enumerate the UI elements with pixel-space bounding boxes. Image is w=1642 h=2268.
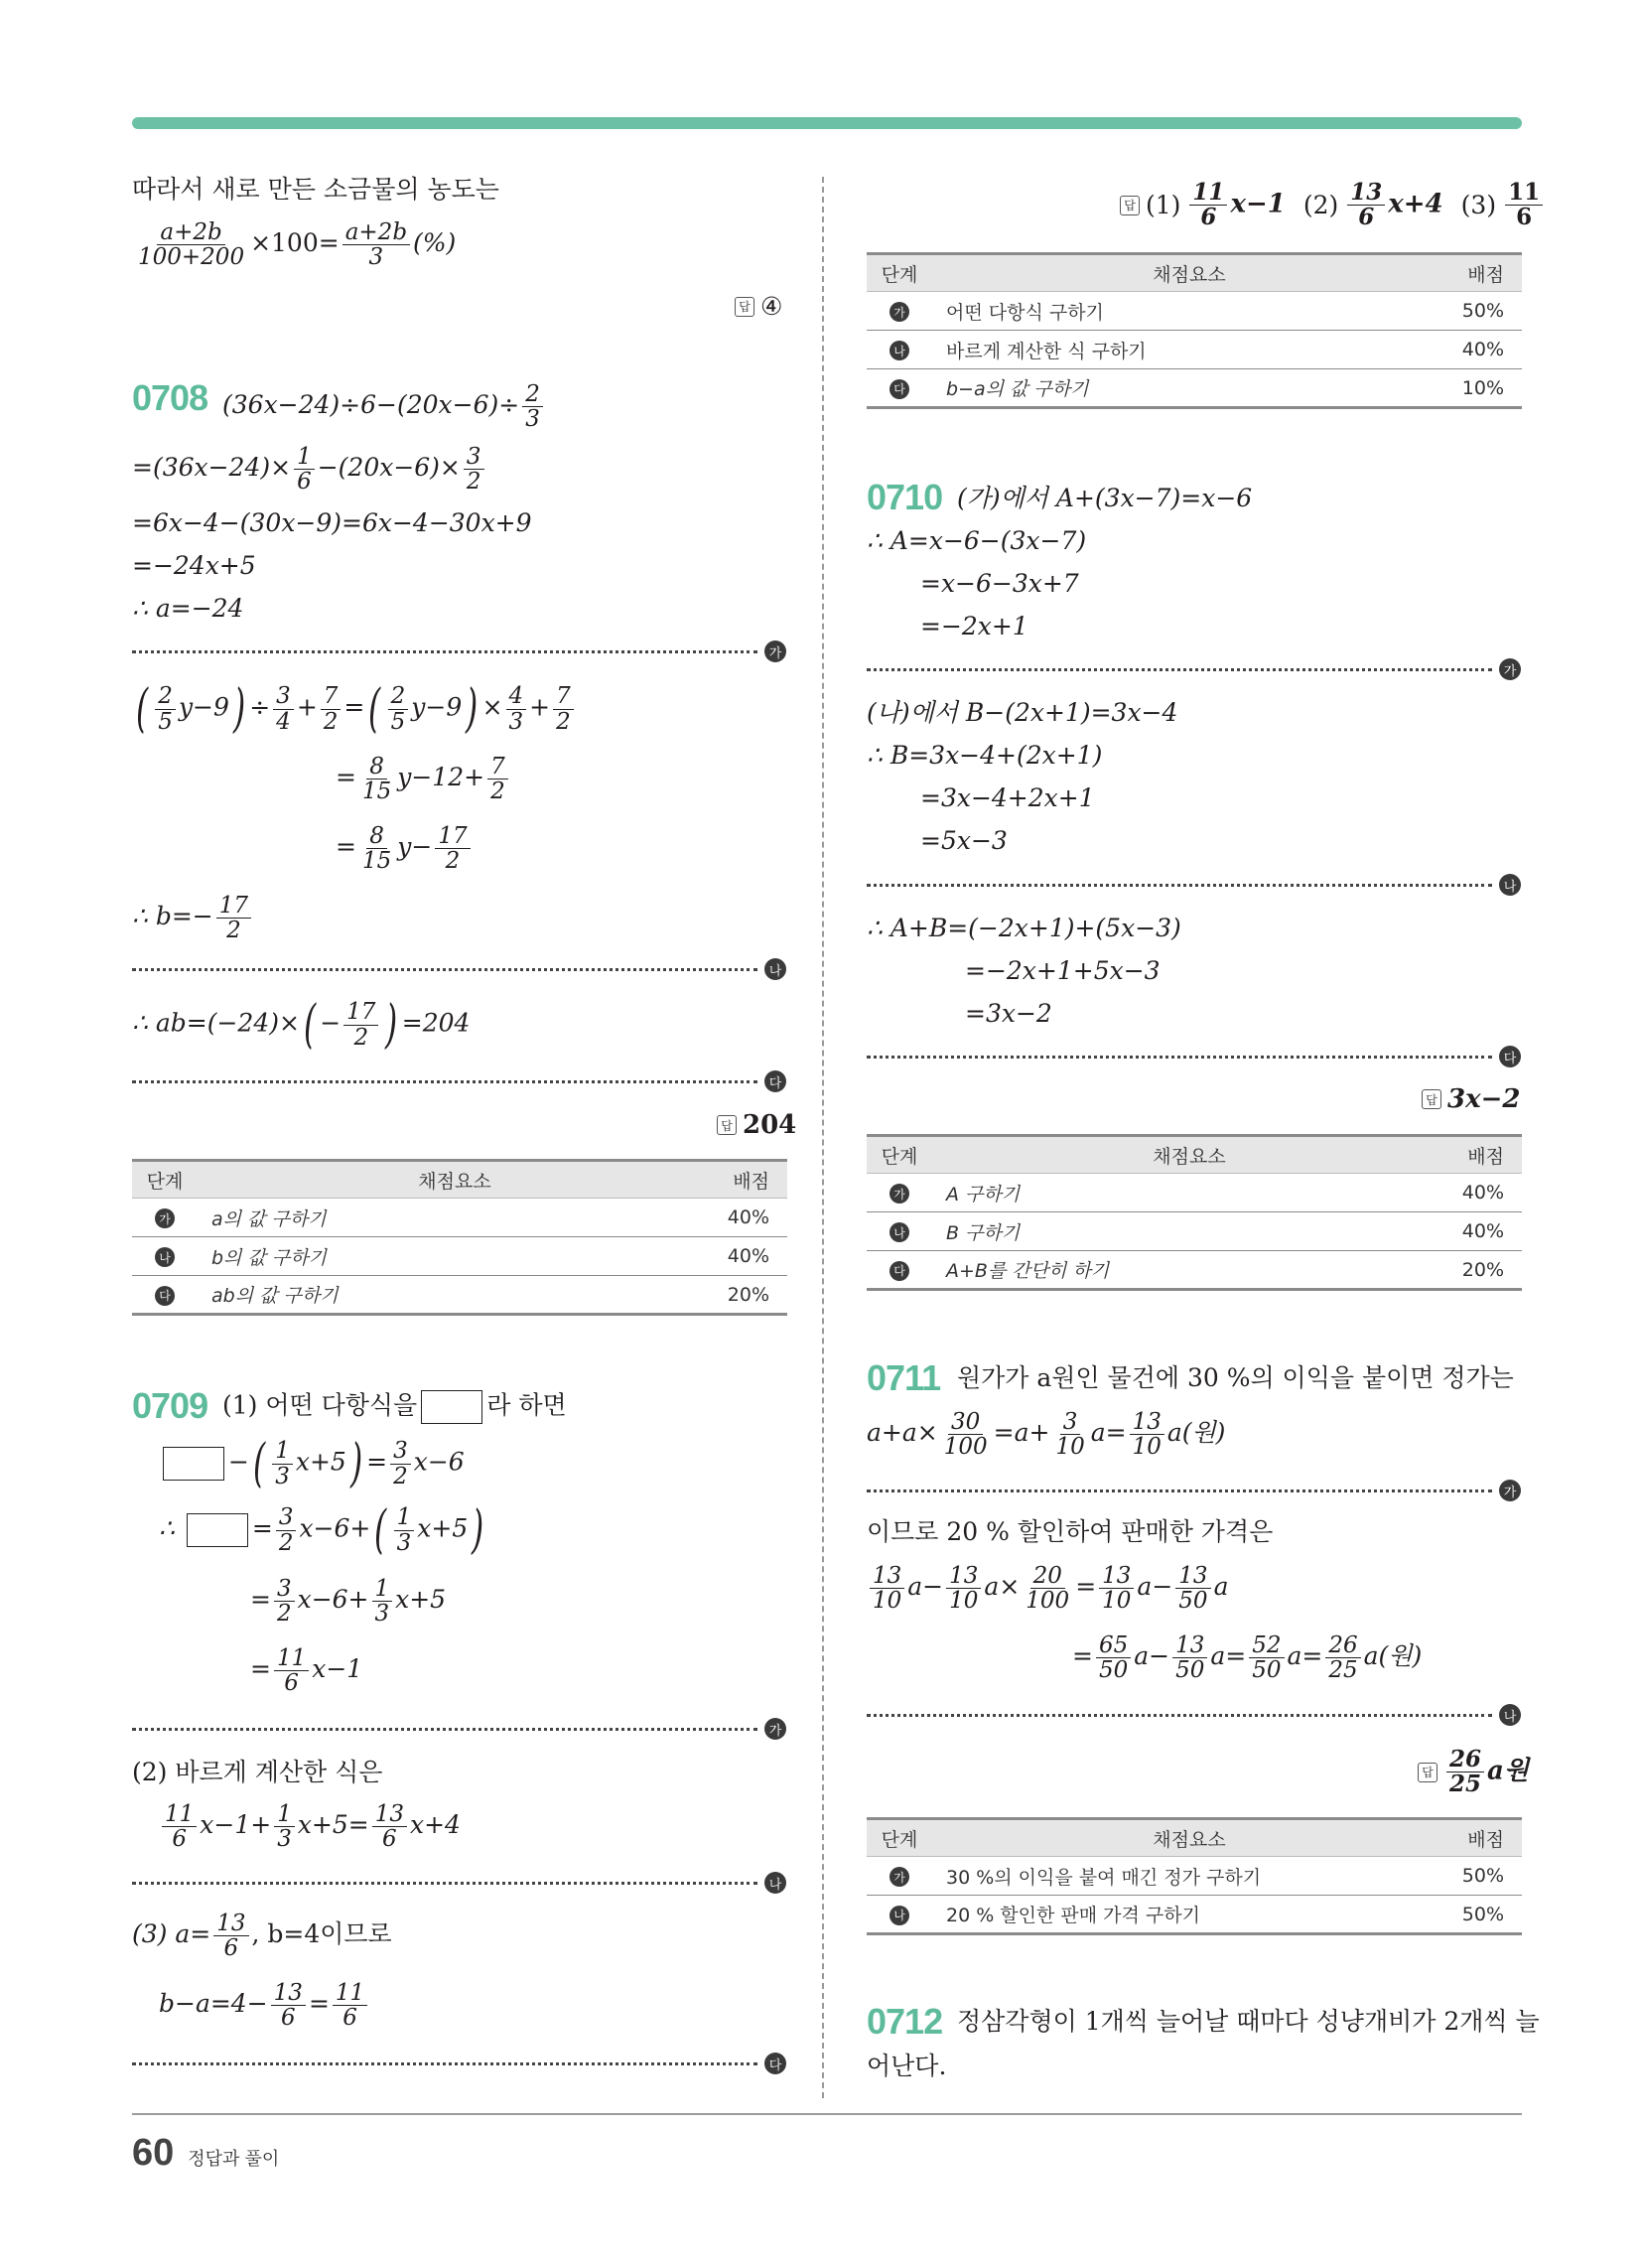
footer-rule (132, 2113, 1522, 2115)
p0708-line4: =−24x+5 (132, 551, 256, 580)
dotted-separator (132, 1080, 757, 1083)
blank-box (187, 1513, 248, 1547)
p0709-line5: = $\frac{11}{6}$ x−1 (250, 1645, 363, 1697)
table-row: 다 b−a의 값 구하기 10% (867, 369, 1522, 408)
answer-icon: 답 (717, 1115, 737, 1135)
table-row: 다 A+B를 간단히 하기 20% (867, 1251, 1522, 1290)
blank-box (163, 1447, 224, 1481)
p0708-line2: =(36x−24)× $\frac{1}{6}$ −(20x−6)× $\frac{3}{2}$ (132, 445, 487, 494)
p0709-line1: (1) 어떤 다항식을 라 하면 (222, 1390, 567, 1424)
p0708-b-line3: = $\frac{8}{15}$ y− $\frac{17}{2}$ (336, 824, 474, 873)
step-mark-ga: 가 (764, 1718, 786, 1740)
table-row: 다 ab의 값 구하기 20% (132, 1276, 787, 1315)
dotted-separator (867, 1714, 1492, 1717)
p0711-line1: 원가가 a원인 물건에 30 %의 이익을 붙이면 정가는 (957, 1363, 1514, 1392)
dotted-separator (132, 968, 757, 971)
table-row: 나 b의 값 구하기 40% (132, 1237, 787, 1276)
dotted-separator (867, 1489, 1492, 1492)
blank-box (421, 1390, 482, 1424)
p0708-score-table: 단계 채점요소 배점 가 a의 값 구하기 40% 나 b의 값 구하기 40% 다 ab의 값 구하기 20% (132, 1159, 787, 1316)
problem-number-0709: 0709 (132, 1385, 208, 1426)
p0708-b-line4: ∴ b=− $\frac{17}{2}$ (132, 894, 254, 942)
p0711-line4: $\frac{13}{10}$ a− $\frac{13}{10}$ a× $\frac{20}{100}$ = $\frac{13}{10}$ a− $\frac{13}{50}$ a (867, 1564, 1228, 1613)
p0710-line2: ∴ A=x−6−(3x−7) (867, 526, 1087, 555)
p0710-line9: ∴ A+B=(−2x+1)+(5x−3) (867, 914, 1181, 942)
step-mark-da: 다 (764, 2053, 786, 2074)
p0708-line3: =6x−4−(30x−9)=6x−4−30x+9 (132, 508, 532, 537)
p0710-line10: =−2x+1+5x−3 (965, 956, 1161, 985)
p0709-score-table: 단계 채점요소 배점 가 어떤 다항식 구하기 50% 나 바르게 계산한 식 구하기 40% 다 b−a의 값 구하기 10% (867, 252, 1522, 409)
dotted-separator (132, 650, 757, 653)
p0710-line6: ∴ B=3x−4+(2x+1) (867, 741, 1103, 770)
intro-answer: 답 ④ (735, 292, 782, 321)
p0709-part2-expr: $\frac{11}{6}$ x−1+ $\frac{1}{3}$ x+5= $\frac{13}{6}$ x+4 (159, 1802, 461, 1851)
answer-icon: 답 (1422, 1089, 1441, 1109)
table-row: 가 30 %의 이익을 붙여 매긴 정가 구하기 50% (867, 1857, 1522, 1896)
p0710-score-table: 단계 채점요소 배점 가 A 구하기 40% 나 B 구하기 40% 다 A+B를 간단히 하기 20% (867, 1134, 1522, 1291)
step-mark-na: 나 (764, 958, 786, 980)
step-mark-na: 나 (764, 1872, 786, 1894)
step-mark-ga: 가 (764, 640, 786, 662)
table-row: 나 20 % 할인한 판매 가격 구하기 50% (867, 1896, 1522, 1934)
table-row: 가 어떤 다항식 구하기 50% (867, 292, 1522, 331)
p0708-line1: (36x−24)÷6−(20x−6)÷ $\frac{2}{3}$ (222, 382, 546, 431)
step-mark-da: 다 (764, 1070, 786, 1092)
table-row: 가 a의 값 구하기 40% (132, 1199, 787, 1237)
step-mark-na: 나 (1499, 874, 1521, 896)
p0710-line3: =x−6−3x+7 (920, 569, 1079, 598)
p0711-line5: = $\frac{65}{50}$ a− $\frac{13}{50}$ a= $\frac{52}{50}$ a= $\frac{26}{25}$ a(원) (1072, 1632, 1423, 1684)
p0711-line2: a+a× $\frac{30}{100}$ =a+ $\frac{3}{10}$ a= $\frac{13}{10}$ a(원) (867, 1409, 1226, 1461)
top-accent-bar (132, 117, 1522, 129)
p0709-part2-label: (2) 바르게 계산한 식은 (132, 1758, 383, 1786)
step-mark-ga: 가 (1499, 658, 1521, 680)
p0710-line11: =3x−2 (965, 999, 1052, 1028)
p0709-part3-line2: b−a=4− $\frac{13}{6}$ = $\frac{11}{6}$ (159, 1981, 370, 2030)
dotted-separator (867, 884, 1492, 887)
p0708-answer: 답 204 (717, 1110, 796, 1140)
dotted-separator (132, 1882, 757, 1885)
p0709-line4: = $\frac{3}{2}$ x−6+ $\frac{1}{3}$ x+5 (250, 1576, 447, 1628)
page-footer (132, 2132, 279, 2175)
p0711-line3: 이므로 20 % 할인하여 판매한 가격은 (867, 1517, 1274, 1546)
step-mark-da: 다 (1499, 1046, 1521, 1067)
p0711-score-table: 단계 채점요소 배점 가 30 %의 이익을 붙여 매긴 정가 구하기 50% 나 20 % 할인한 판매 가격 구하기 50% (867, 1817, 1522, 1935)
p0710-line1: (가)에서 A+(3x−7)=x−6 (957, 484, 1253, 512)
p0709-line3: ∴ = $\frac{3}{2}$ x−6+( $\frac{1}{3}$ x+5) (159, 1500, 484, 1560)
problem-number-0708: 0708 (132, 377, 208, 418)
p0708-b-line1: ( $\frac{2}{5}$ y−9) ÷ $\frac{3}{4}$ + $\frac{7}{2}$ =( $\frac{2}{5}$ y−9) × $\frac{4}{3}$ + $\frac{7}{2}$ (132, 683, 577, 735)
p0709-line2: −( $\frac{1}{3}$ x+5) = $\frac{3}{2}$ x−6 (159, 1438, 465, 1489)
problem-number-0710: 0710 (867, 477, 943, 517)
column-divider (822, 177, 824, 2098)
p0710-answer: 답 3x−2 (1422, 1084, 1520, 1114)
p0710-line8: =5x−3 (920, 826, 1008, 855)
table-row: 가 A 구하기 40% (867, 1174, 1522, 1212)
p0712-line1: 정삼각형이 1개씩 늘어날 때마다 성냥개비가 2개씩 늘 (957, 2007, 1540, 2036)
dotted-separator (132, 2062, 757, 2065)
step-mark-na: 나 (1499, 1704, 1521, 1726)
answer-icon: 답 (1418, 1763, 1437, 1782)
dotted-separator (867, 668, 1492, 671)
step-mark-ga: 가 (1499, 1480, 1521, 1501)
answer-icon: 답 (1120, 196, 1140, 215)
p0710-line4: =−2x+1 (920, 612, 1028, 640)
p0708-c-line1: ∴ ab=(−24)×( − $\frac{17}{2}$ ) =204 (132, 995, 471, 1055)
concentration-formula: $\frac{a+2b}{100+200}$ ×100= $\frac{a+2b}{3}$ (%) (138, 219, 457, 271)
footer-label: 정답과 풀이 (188, 2149, 280, 2169)
table-row: 나 B 구하기 40% (867, 1212, 1522, 1251)
problem-number-0712: 0712 (867, 2001, 943, 2042)
table-row: 나 바르게 계산한 식 구하기 40% (867, 331, 1522, 369)
dotted-separator (132, 1728, 757, 1731)
p0709-part3-line1: (3) a= $\frac{13}{6}$ , b=4이므로 (132, 1911, 392, 1962)
answer-icon: 답 (735, 297, 754, 317)
p0709-final-answer: 답 (1) $\frac{11}{6}$ x−1 (2) $\frac{13}{6}$ x+4 (3) $\frac{11}{6}$ (1120, 181, 1546, 229)
p0711-answer: 답 $\frac{26}{25}$ a원 (1418, 1748, 1529, 1796)
p0710-line7: =3x−4+2x+1 (920, 783, 1095, 812)
intro-text: 따라서 새로 만든 소금물의 농도는 (132, 175, 499, 204)
p0708-line5: ∴ a=−24 (132, 594, 244, 623)
dotted-separator (867, 1056, 1492, 1059)
p0708-b-line2: = $\frac{8}{15}$ y−12+ $\frac{7}{2}$ (336, 755, 511, 803)
page-number: 60 (132, 2132, 175, 2174)
p0710-line5: (나)에서 B−(2x+1)=3x−4 (867, 698, 1178, 727)
problem-number-0711: 0711 (867, 1357, 941, 1398)
p0712-line2: 어난다. (867, 2052, 947, 2080)
